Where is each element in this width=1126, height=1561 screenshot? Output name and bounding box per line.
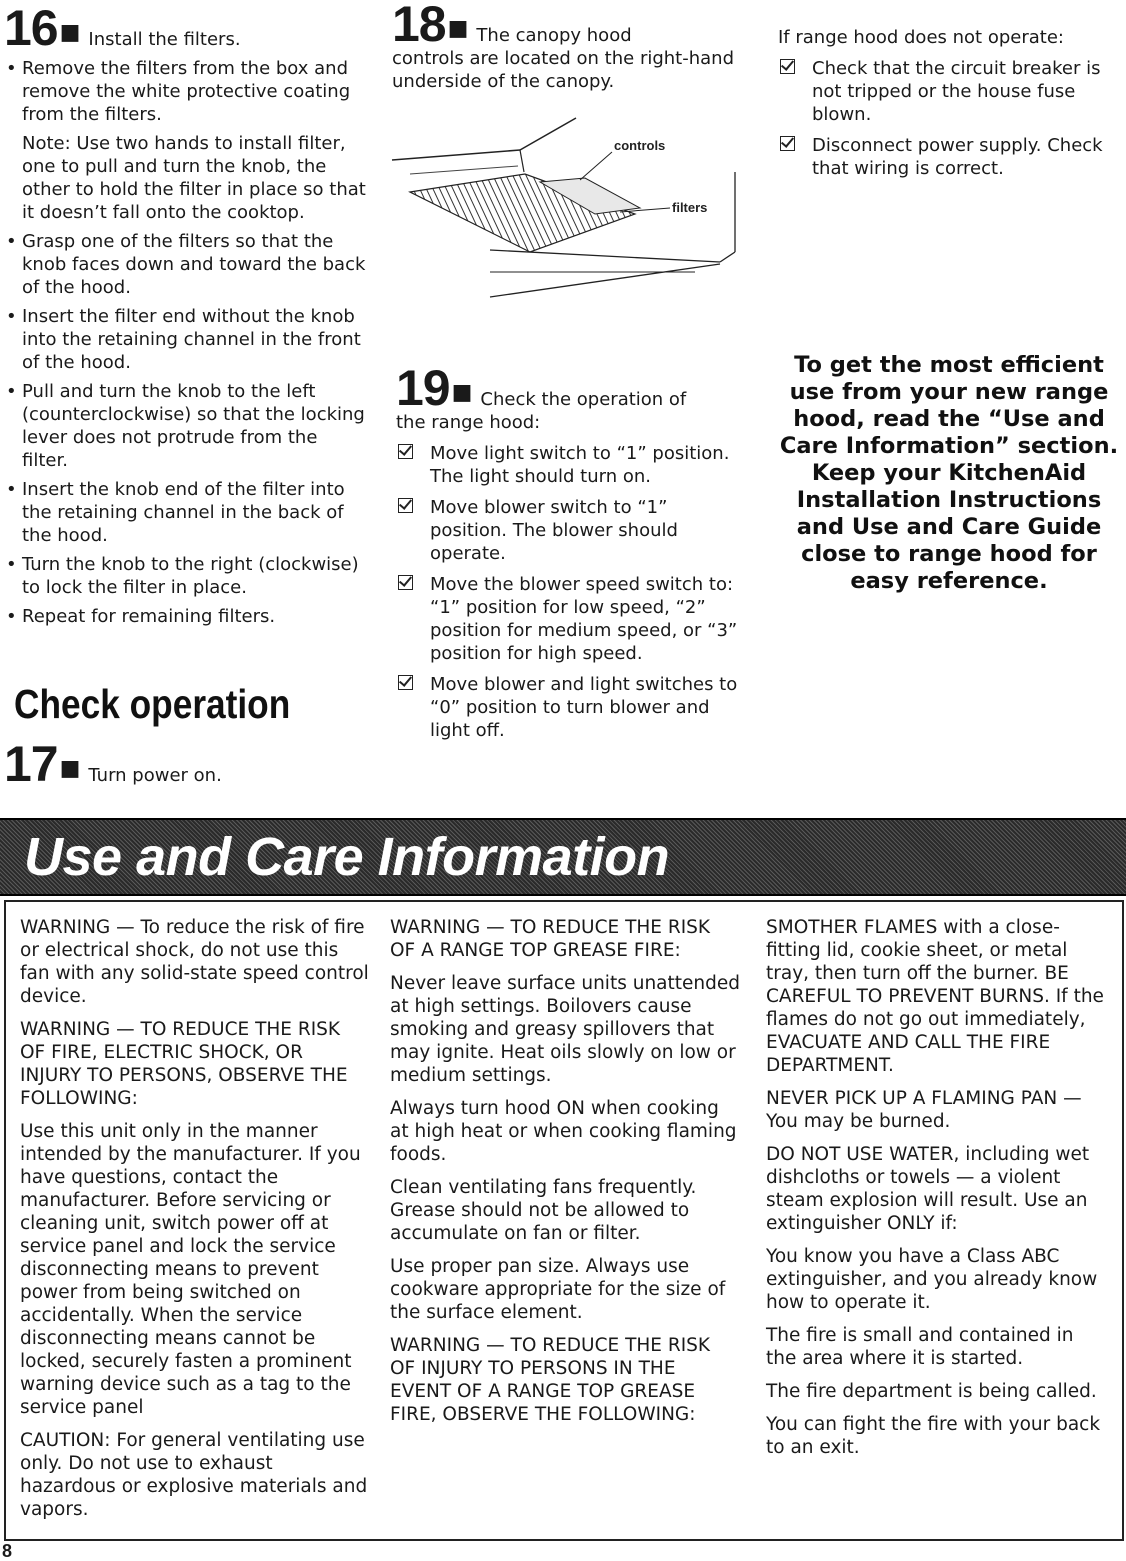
banner-title: Use and Care Information [24, 827, 670, 887]
troubleshooting-checklist [778, 57, 1108, 180]
step-19 [396, 360, 740, 742]
step-16-heading [4, 0, 366, 56]
troubleshooting-heading: If range hood does not operate: [778, 27, 1064, 48]
checklist-item-text: Move light switch to “1” position. The light should turn on. [430, 443, 730, 487]
checklist-item [778, 134, 1108, 180]
checklist-item-text: Check that the circuit breaker is not tripped or the house fuse blown. [812, 58, 1101, 125]
care-paragraph: The fire department is being called. [766, 1381, 1097, 1402]
step-bullet-mark: ■ [451, 380, 473, 405]
checkbox-checked-icon [398, 675, 413, 690]
care-paragraph: SMOTHER FLAMES with a close-fitting lid, cookie sheet, or metal tray, then turn off the burner. BE CAREFUL TO PREVENT BURNS. If the flames do not go out immediately, EVACUATE AND CALL THE FIRE DEPARTMENT. [766, 917, 1104, 1076]
step-17-heading [4, 736, 366, 792]
hood-outline [392, 150, 520, 160]
care-paragraph: WARNING — TO REDUCE THE RISK OF FIRE, ELECTRIC SHOCK, OR INJURY TO PERSONS, OBSERVE THE FOLLOWING: [20, 1019, 348, 1109]
canopy-hood-diagram [390, 112, 750, 312]
troubleshooting [778, 26, 1108, 180]
step-bullet-mark: ■ [59, 20, 81, 45]
checkbox-checked-icon [398, 444, 413, 459]
checklist-item [778, 57, 1108, 126]
use-and-care-banner [0, 818, 1126, 896]
care-paragraph: You know you have a Class ABC extinguisher, and you already know how to operate it. [766, 1246, 1098, 1313]
step-19-checklist [396, 442, 740, 742]
step-16-note: Note: Use two hands to install filter, one to pull and turn the knob, the other to hold the filter in place so that it doesn’t fall onto the cooktop. [22, 133, 366, 223]
step-18-text: controls are located on the right-hand underside of the canopy. [392, 48, 735, 92]
care-column-2 [390, 916, 740, 1436]
list-item: • Grasp one of the filters so that the knob faces down and toward the back of the hood. [4, 230, 366, 299]
hood-outline [410, 166, 518, 174]
checklist-item [396, 442, 740, 488]
care-paragraph: The fire is small and contained in the area where it is started. [766, 1325, 1074, 1369]
checklist-item-text: Move the blower speed switch to: “1” position for low speed, “2” position for medium speed, or “3” position for high speed. [430, 574, 738, 664]
checklist-item [396, 496, 740, 565]
hood-outline [720, 252, 735, 262]
step-19-lead: Check the operation of [480, 389, 687, 410]
checklist-item [396, 573, 740, 665]
list-item: • Insert the filter end without the knob into the retaining channel in the front of the hood. [4, 305, 366, 374]
hood-outline [490, 264, 720, 297]
step-16 [4, 0, 366, 628]
step-17-number: 17 [4, 736, 58, 792]
hood-outline [520, 118, 576, 150]
care-paragraph: You can fight the fire with your back to an exit. [766, 1414, 1101, 1458]
section-title-check-operation: Check operation [14, 681, 291, 727]
step-19-heading [396, 360, 740, 416]
step-19-text: the range hood: [396, 412, 541, 433]
hood-outline [490, 250, 720, 262]
hood-outline [520, 150, 524, 172]
controls-leader-line [580, 152, 612, 180]
care-paragraph: WARNING — To reduce the risk of fire or electrical shock, do not use this fan with any solid-state speed control device. [20, 917, 369, 1007]
step-17 [4, 736, 366, 792]
list-item: • Insert the knob end of the filter into the retaining channel in the back of the hood. [4, 478, 366, 547]
diagram-label-controls: controls [614, 138, 666, 153]
care-column-1 [20, 916, 370, 1531]
step-18-heading [392, 0, 742, 52]
list-item: • Pull and turn the knob to the left (counterclockwise) so that the locking lever does not protrude from the filter. [4, 380, 366, 472]
step-19-number: 19 [396, 360, 450, 416]
step-18-number: 18 [392, 0, 446, 52]
step-bullet-mark: ■ [447, 16, 469, 41]
care-paragraph: Always turn hood ON when cooking at high heat or when cooking flaming foods. [390, 1098, 737, 1165]
care-column-3 [766, 916, 1106, 1469]
care-paragraph: NEVER PICK UP A FLAMING PAN — You may be burned. [766, 1088, 1082, 1132]
page-number: 8 [2, 1541, 13, 1561]
step-18-lead: The canopy hood [476, 25, 632, 46]
care-paragraph: Never leave surface units unattended at high settings. Boilovers cause smoking and greasy spillovers that may ignite. Heat oils slowly on low or medium settings. [390, 973, 740, 1086]
step-16-lead: Install the filters. [88, 29, 241, 50]
checklist-item [396, 673, 740, 742]
care-paragraph: Use proper pan size. Always use cookware appropriate for the size of the surface element. [390, 1256, 726, 1323]
reference-callout: To get the most efficient use from your new range hood, read the “Use and Care Information” section. Keep your KitchenAid Installation Instructions and Use and Care Guide close to range hood for easy reference. [779, 352, 1119, 594]
list-item: • Turn the knob to the right (clockwise) to lock the filter in place. [4, 553, 366, 599]
step-17-lead: Turn power on. [88, 765, 222, 786]
step-16-bullets [4, 57, 366, 628]
checkbox-checked-icon [780, 136, 795, 151]
step-18 [392, 0, 742, 93]
diagram-label-filters: filters [672, 200, 708, 215]
care-paragraph: WARNING — TO REDUCE THE RISK OF A RANGE TOP GREASE FIRE: [390, 917, 711, 961]
list-item: • Repeat for remaining filters. [4, 605, 366, 628]
care-paragraph: Use this unit only in the manner intended by the manufacturer. If you have questions, contact the manufacturer. Before servicing or cleaning unit, switch power off at service panel and lock the service disconnecting means to prevent power from being switched on accidentally. When the service disconnecting means cannot be locked, securely fasten a prominent warning device such as a tag to the service panel [20, 1121, 361, 1418]
care-paragraph: DO NOT USE WATER, including wet dishcloths or towels — a violent steam explosion will result. Use an extinguisher ONLY if: [766, 1144, 1090, 1234]
care-paragraph: CAUTION: For general ventilating use only. Do not use to exhaust hazardous or explosive materials and vapors. [20, 1430, 368, 1520]
care-paragraph: WARNING — TO REDUCE THE RISK OF INJURY TO PERSONS IN THE EVENT OF A RANGE TOP GREASE FIRE, OBSERVE THE FOLLOWING: [390, 1335, 711, 1425]
checklist-item-text: Move blower and light switches to “0” position to turn blower and light off. [430, 674, 738, 741]
list-item: • Remove the filters from the box and remove the white protective coating from the filters. [4, 57, 366, 126]
checklist-item-text: Move blower switch to “1” position. The blower should operate. [430, 497, 678, 564]
checklist-item-text: Disconnect power supply. Check that wiring is correct. [812, 135, 1103, 179]
checkbox-checked-icon [398, 575, 413, 590]
checkbox-checked-icon [398, 498, 413, 513]
checkbox-checked-icon [780, 59, 795, 74]
step-bullet-mark: ■ [59, 756, 81, 781]
care-paragraph: Clean ventilating fans frequently. Grease should not be allowed to accumulate on fan or filter. [390, 1177, 697, 1244]
step-16-number: 16 [4, 0, 58, 56]
